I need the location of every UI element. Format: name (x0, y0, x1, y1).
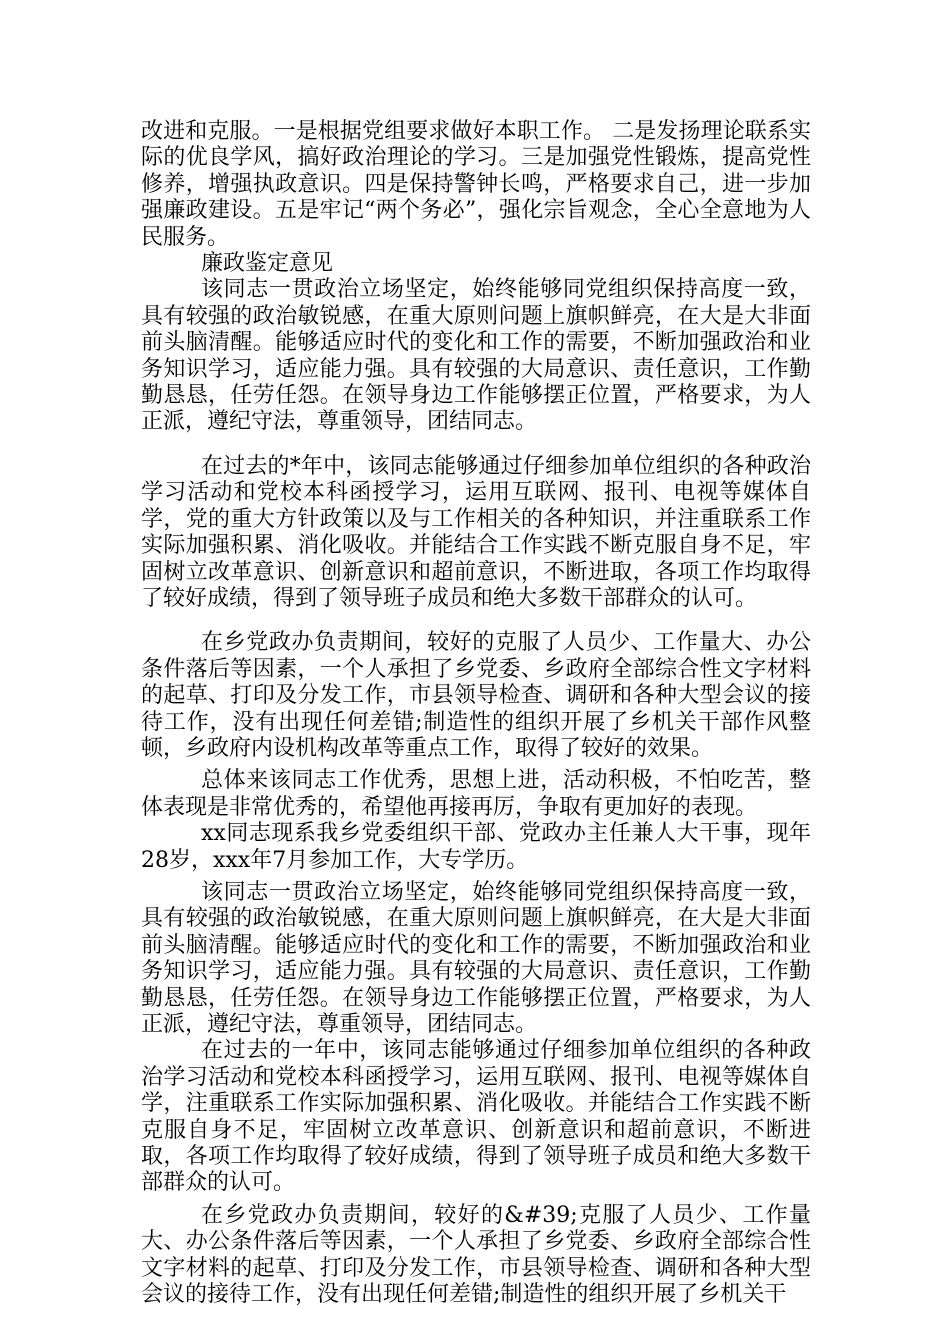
paragraph: 该同志一贯政治立场坚定，始终能够同党组织保持高度一致，具有较强的政治敏锐感，在重大原则问题上旗帜鲜亮，在大是大非面前头脑清醒。能够适应时代的变化和工作的需要，不断加强政治和业务知识学习，适应能力强。具有较强的大局意识、责任意识，工作勤勤恳恳，任劳任怨。在领导身边工作能够摆正位置，严格要求，为人正派，遵纪守法，尊重领导，团结同志。 (141, 879, 811, 1037)
paragraph: 在乡党政办负责期间，较好的&#39;克服了人员少、工作量大、办公条件落后等因素，一个人承担了乡党委、乡政府全部综合性文字材料的起草、打印及分发工作，市县领导检查、调研和各种大型会议的接待工作，没有出现任何差错;制造性的组织开展了乡机关干 (141, 1202, 811, 1308)
document-body (141, 119, 811, 1308)
paragraph: 该同志一贯政治立场坚定，始终能够同党组织保持高度一致，具有较强的政治敏锐感，在重大原则问题上旗帜鲜亮，在大是大非面前头脑清醒。能够适应时代的变化和工作的需要，不断加强政治和业务知识学习，适应能力强。具有较强的大局意识、责任意识，工作勤勤恳恳，任劳任怨。在领导身边工作能够摆正位置，严格要求，为人正派，遵纪守法，尊重领导，团结同志。 (141, 277, 811, 435)
paragraph: 在过去的*年中，该同志能够通过仔细参加单位组织的各种政治学习活动和党校本科函授学习，运用互联网、报刊、电视等媒体自学，党的重大方针政策以及与工作相关的各种知识，并注重联系工作实际加强积累、消化吸收。并能结合工作实践不断克服自身不足，牢固树立改革意识、创新意识和超前意识，不断进取，各项工作均取得了较好成绩，得到了领导班子成员和绝大多数干部群众的认可。 (141, 453, 811, 611)
paragraph: 在过去的一年中，该同志能够通过仔细参加单位组织的各种政治学习活动和党校本科函授学习，运用互联网、报刊、电视等媒体自学，注重联系工作实际加强积累、消化吸收。并能结合工作实践不断克服自身不足，牢固树立改革意识、创新意识和超前意识，不断进取，各项工作均取得了较好成绩，得到了领导班子成员和绝大多数干部群众的认可。 (141, 1038, 811, 1196)
paragraph: 总体来该同志工作优秀，思想上进，活动积极，不怕吃苦，整体表现是非常优秀的，希望他再接再厉，争取有更加好的表现。 (141, 768, 811, 820)
paragraph: xx同志现系我乡党委组织干部、党政办主任兼人大干事，现年28岁，xxx年7月参加工作，大专学历。 (141, 821, 811, 873)
section-heading: 廉政鉴定意见 (201, 251, 334, 277)
paragraph: 在乡党政办负责期间，较好的克服了人员少、工作量大、办公条件落后等因素，一个人承担了乡党委、乡政府全部综合性文字材料的起草、打印及分发工作，市县领导检查、调研和各种大型会议的接待工作，没有出现任何差错;制造性的组织开展了乡机关干部作风整顿，乡政府内设机构改革等重点工作，取得了较好的效果。 (141, 630, 811, 761)
paragraph-intro: 改进和克服。一是根据党组要求做好本职工作。 二是发扬理论联系实际的优良学风，搞好政治理论的学习。三是加强党性锻炼，提高党性修养，增强执政意识。四是保持警钟长鸣，严格要求自己，进一步加强廉政建设。五是牢记“两个务必”，强化宗旨观念，全心全意地为人民服务。 (141, 119, 811, 250)
